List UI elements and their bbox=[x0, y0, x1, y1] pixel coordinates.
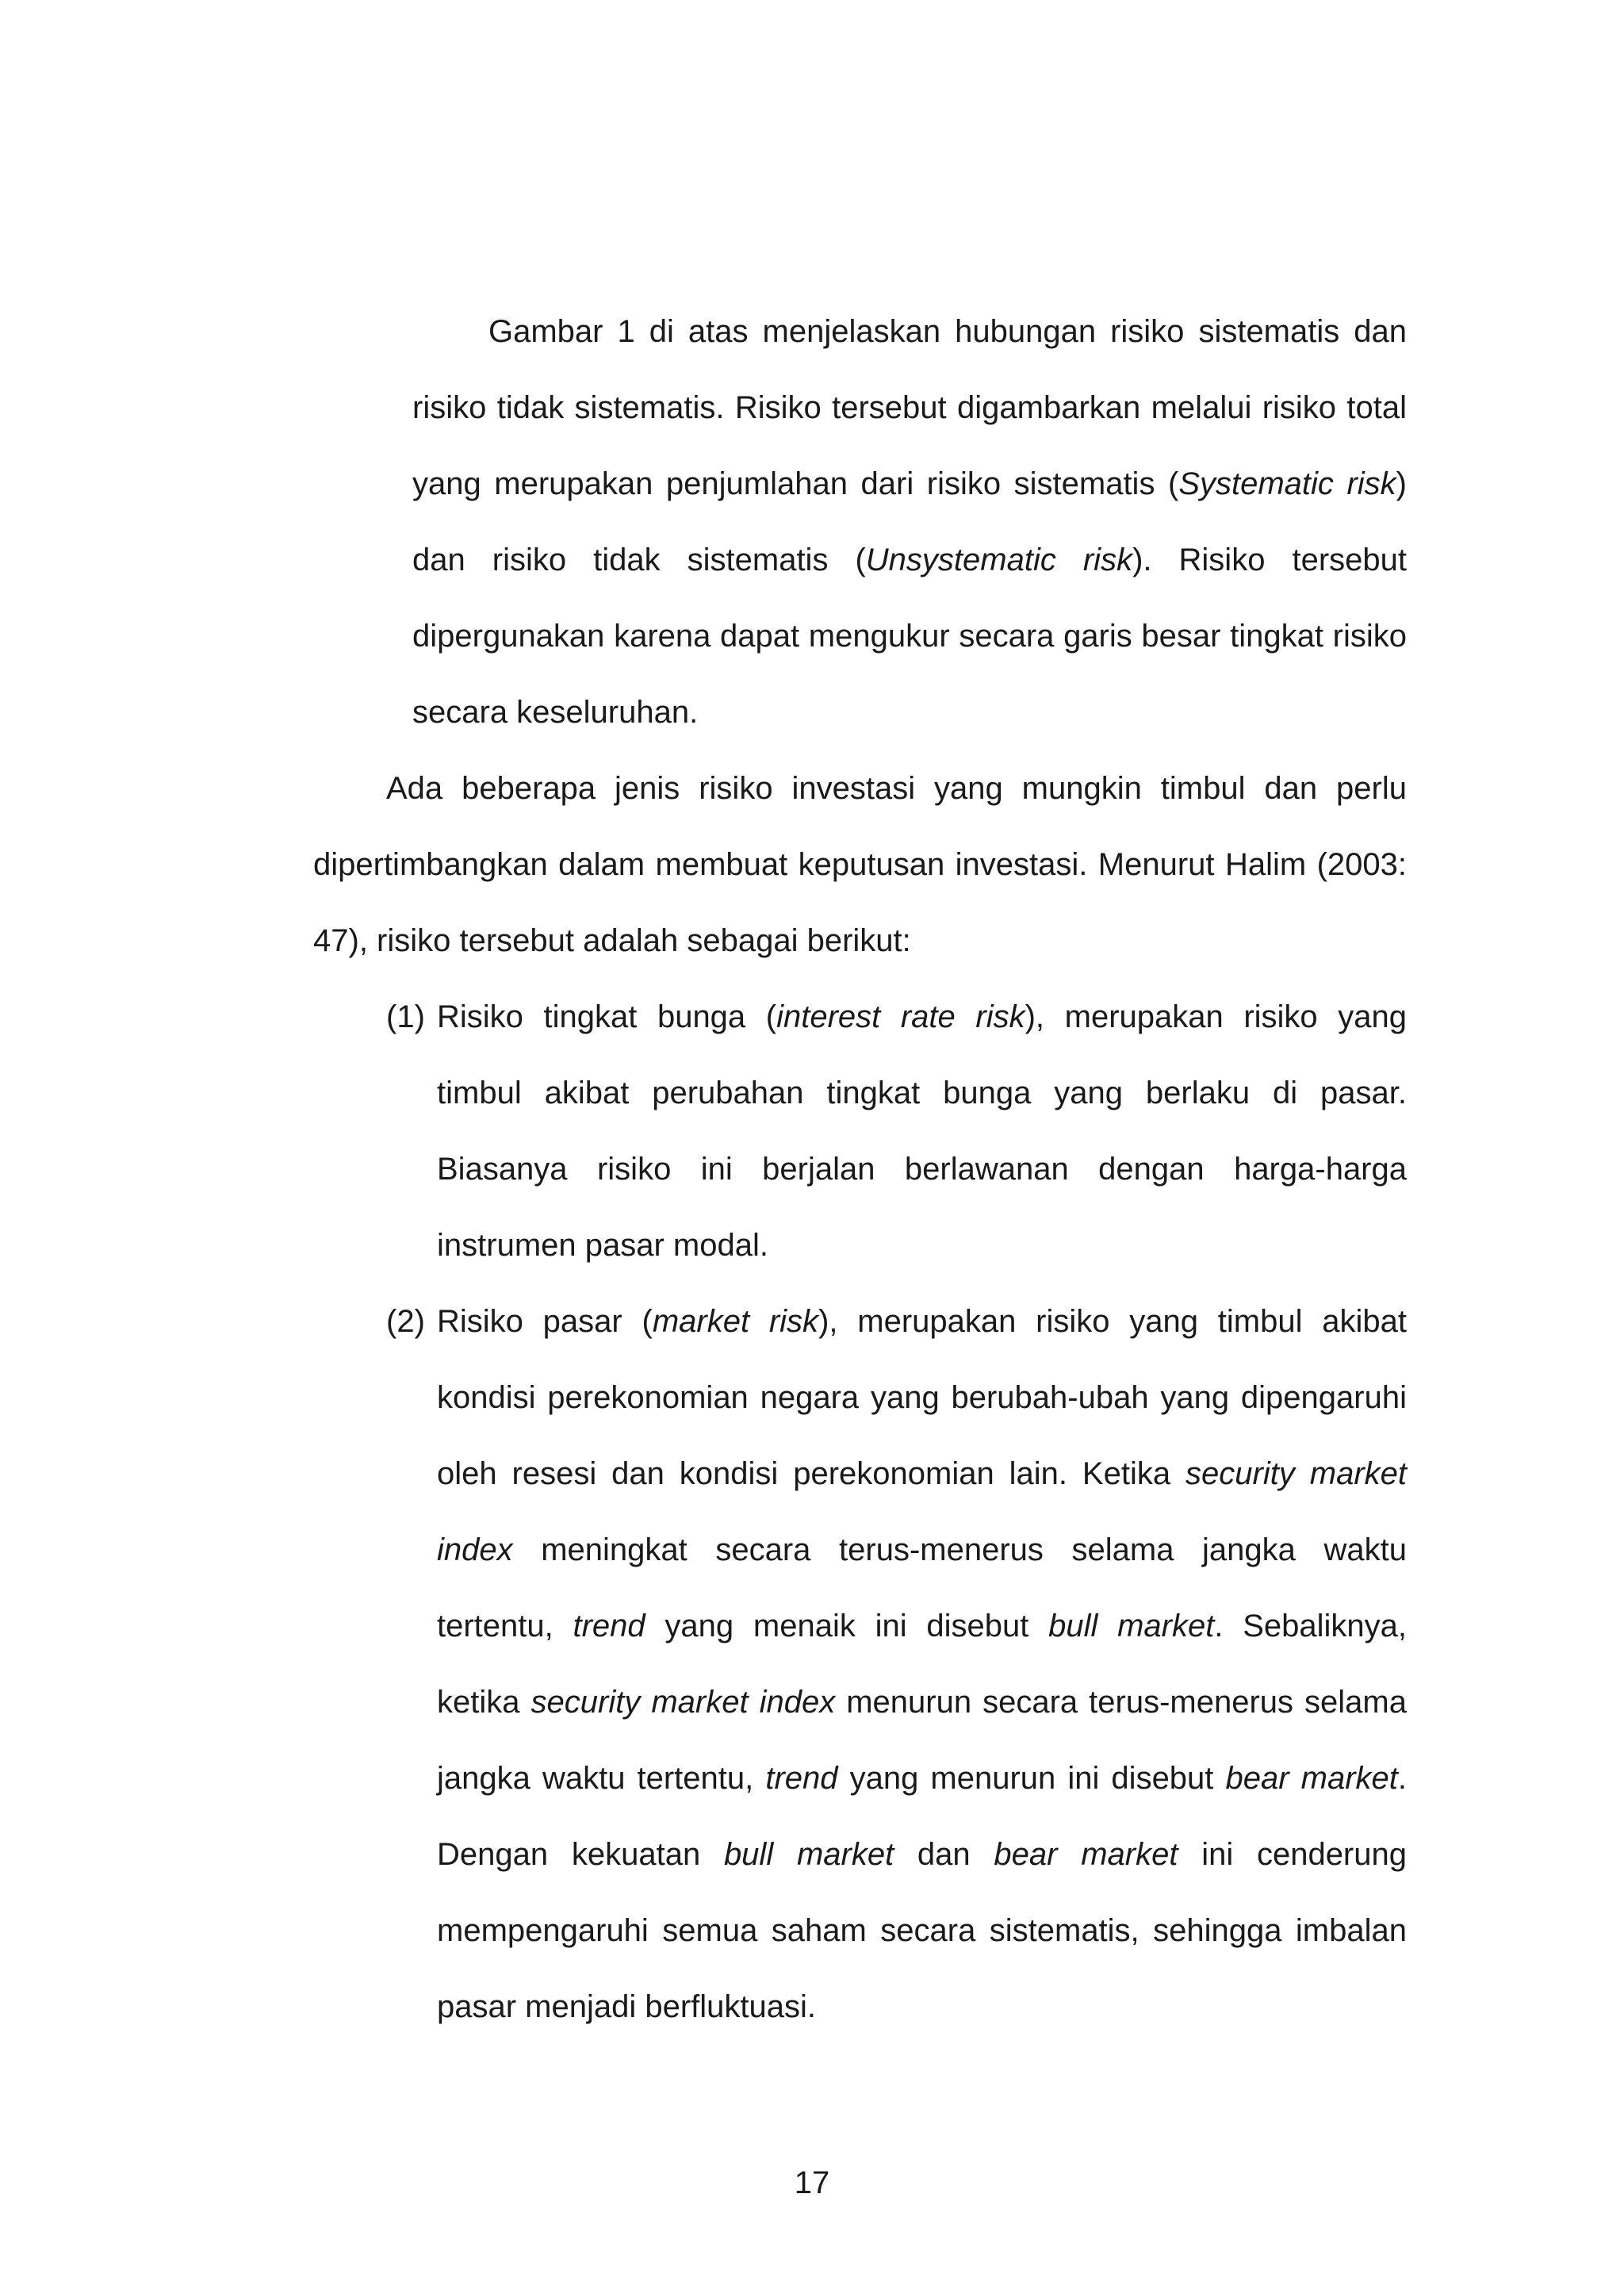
italic-term: security market index bbox=[437, 1456, 1408, 1567]
italic-term: bull market bbox=[1048, 1609, 1215, 1643]
text-run: yang menaik ini disebut bbox=[645, 1609, 1049, 1643]
risk-types-list bbox=[313, 979, 1407, 2045]
italic-term: market risk bbox=[652, 1304, 819, 1339]
page-number: 17 bbox=[794, 2165, 830, 2200]
text-run: ), merupakan risiko yang timbul akibat perubahan tingkat bunga yang berlaku di pasar. Biasanya risiko ini berjalan berlawanan dengan harga-harga instrumen pasar modal. bbox=[437, 999, 1408, 1263]
text-run: ). Risiko tersebut dipergunakan karena dapat mengukur secara garis besar tingkat risiko secara keseluruhan. bbox=[412, 543, 1407, 730]
list-number: (2) bbox=[386, 1304, 425, 1339]
italic-term: Unsystematic risk bbox=[865, 543, 1133, 577]
italic-term: bear market bbox=[994, 1837, 1178, 1872]
text-run: Risiko pasar ( bbox=[437, 1304, 653, 1339]
italic-term: Systematic risk bbox=[1178, 466, 1396, 501]
italic-term: bull market bbox=[723, 1837, 894, 1872]
list-number: (1) bbox=[386, 999, 425, 1034]
text-run: Gambar 1 di atas menjelaskan hubungan risiko sistematis dan risiko tidak sistematis. Risiko tersebut digambarkan melalui risiko total yang merupakan penjumlahan dari risiko sistematis ( bbox=[412, 314, 1407, 501]
text-run: Risiko tingkat bunga ( bbox=[437, 999, 777, 1034]
text-run: ini cenderung mempengaruhi semua saham secara sistematis, sehingga imbalan pasar menjadi berfluktuasi. bbox=[437, 1837, 1407, 2024]
italic-term: trend bbox=[765, 1761, 838, 1796]
italic-term: security market index bbox=[530, 1685, 836, 1720]
italic-term: bear market bbox=[1225, 1761, 1398, 1796]
text-run: . Sebaliknya, ketika bbox=[437, 1609, 1407, 1720]
paragraph-risk-types-intro: Ada beberapa jenis risiko investasi yang mungkin timbul dan perlu dipertimbangkan dalam membuat keputusan investasi. Menurut Halim (2003: 47), risiko tersebut adalah sebagai berikut: bbox=[313, 771, 1407, 958]
text-run: ) dan risiko tidak sistematis ( bbox=[412, 466, 1407, 577]
paragraph-gambar-explanation bbox=[412, 293, 1407, 750]
text-run: dan bbox=[894, 1837, 994, 1872]
text-run: menurun secara terus-menerus selama jangka waktu tertentu, bbox=[437, 1685, 1407, 1796]
text-run: ), merupakan risiko yang timbul akibat kondisi perekonomian negara yang berubah-ubah yang dipengaruhi oleh resesi dan kondisi perekonomian lain. Ketika bbox=[437, 1304, 1407, 1491]
text-run: . Dengan kekuatan bbox=[437, 1761, 1408, 1872]
text-run: yang menurun ini disebut bbox=[837, 1761, 1226, 1796]
italic-term: trend bbox=[573, 1609, 645, 1643]
italic-term: interest rate risk bbox=[776, 999, 1025, 1034]
list-item-market-risk bbox=[313, 1283, 1407, 2045]
list-item-interest-rate-risk bbox=[313, 979, 1407, 1283]
text-run: meningkat secara terus-menerus selama jangka waktu tertentu, bbox=[437, 1532, 1407, 1643]
